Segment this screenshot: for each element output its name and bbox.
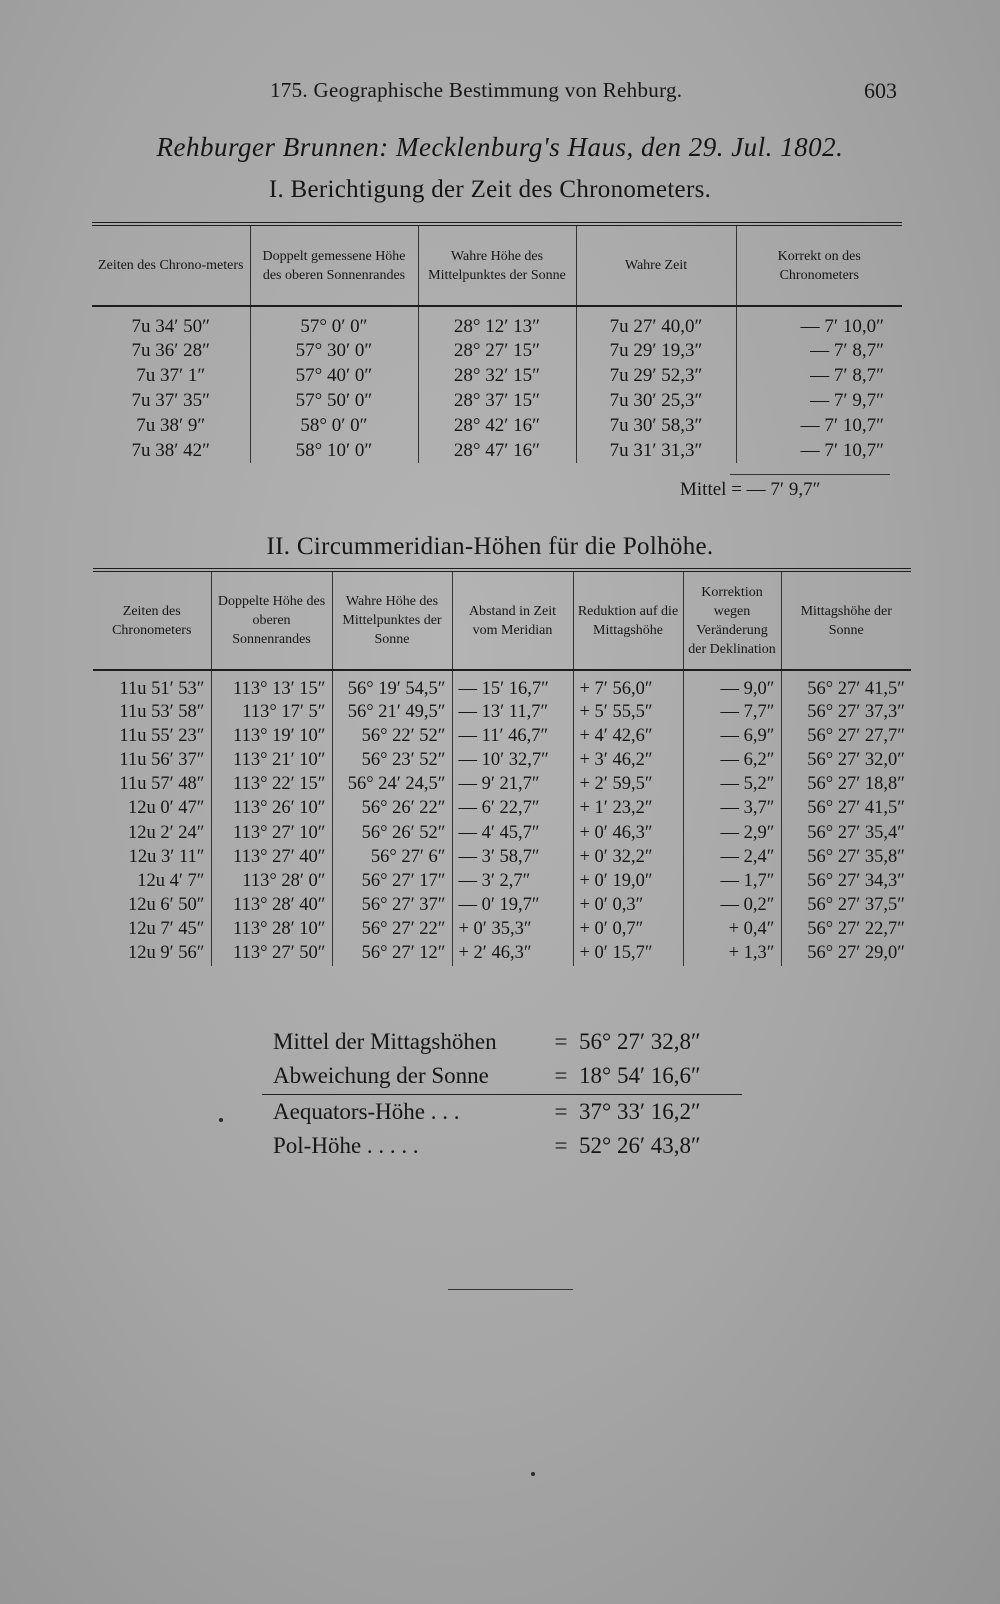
table-cell: + 5′ 55,5″: [573, 700, 683, 724]
table-cell: — 15′ 16,7″: [452, 670, 573, 700]
table-cell: 58° 10′ 0″: [250, 438, 418, 463]
table-cell: — 2,9″: [683, 821, 781, 845]
table-row: [93, 773, 911, 797]
table-row: [92, 388, 902, 413]
result-equals: =: [554, 1029, 568, 1054]
table-cell: 11u 51′ 53″: [119, 679, 205, 699]
table-cell: 56° 27′ 37,5″: [781, 894, 911, 918]
section-1-title: I. Berichtigung der Zeit des Chronometers.: [268, 176, 712, 203]
result-equals: =: [554, 1063, 568, 1088]
table-row: [92, 438, 902, 463]
table-cell: 28° 47′ 16″: [418, 438, 576, 463]
circummeridian-table: [93, 568, 911, 966]
table-cell: + 0′ 46,3″: [573, 821, 683, 845]
result-label: Aequators-Höhe . . .: [273, 1099, 460, 1124]
result-line: [273, 1099, 701, 1125]
table-cell: 58° 0′ 0″: [250, 413, 418, 438]
table-cell: 56° 27′ 27,7″: [781, 724, 911, 748]
table-cell: 57° 40′ 0″: [250, 363, 418, 388]
result-value: 56° 27′ 32,8″: [579, 1029, 701, 1054]
table-cell: 57° 30′ 0″: [250, 338, 418, 363]
table-cell: 11u 53′ 58″: [119, 701, 205, 722]
table-cell: 56° 27′ 32,0″: [781, 748, 911, 772]
table-cell: 7u 31′ 31,3″: [576, 438, 736, 463]
column-header: Reduktion auf die Mittagshöhe: [573, 570, 683, 670]
place-date-line: Rehburger Brunnen: Mecklenburg's Haus, den 29. Jul. 1802.: [156, 132, 844, 162]
table-row: [93, 845, 911, 869]
table-cell: 56° 27′ 37″: [332, 894, 452, 918]
column-header: Wahre Zeit: [576, 224, 736, 306]
table-cell: — 7′ 9,7″: [736, 388, 902, 413]
table-cell: + 0′ 0,7″: [573, 918, 683, 942]
table-cell: 56° 27′ 18,8″: [781, 773, 911, 797]
table-cell: — 11′ 46,7″: [452, 724, 573, 748]
column-header: Korrektion wegen Veränderung der Deklination: [683, 570, 781, 670]
mean-rule: [730, 474, 890, 475]
result-equals: =: [554, 1133, 568, 1158]
table-cell: — 5,2″: [683, 773, 781, 797]
table-cell: 7u 30′ 25,3″: [576, 388, 736, 413]
table-cell: + 0′ 19,0″: [573, 869, 683, 893]
table-cell: 56° 23′ 52″: [332, 748, 452, 772]
table-row: [93, 821, 911, 845]
table-cell: 7u 37′ 1″: [136, 364, 206, 386]
table-cell: 56° 27′ 41,5″: [781, 797, 911, 821]
column-header: Doppelt gemessene Höhe des oberen Sonnenrandes: [250, 224, 418, 306]
table-cell: 28° 42′ 16″: [418, 413, 576, 438]
table-cell: 28° 27′ 15″: [418, 338, 576, 363]
table-cell: — 10′ 32,7″: [452, 748, 573, 772]
table-cell: — 0′ 19,7″: [452, 894, 573, 918]
table-cell: + 2′ 46,3″: [452, 942, 573, 966]
table-cell: — 9,0″: [683, 670, 781, 700]
table-cell: 56° 27′ 29,0″: [781, 942, 911, 966]
table-cell: — 3,7″: [683, 797, 781, 821]
table-row: [92, 413, 902, 438]
page-number: 603: [864, 78, 897, 103]
table-cell: + 0′ 0,3″: [573, 894, 683, 918]
table-cell: 113° 26′ 10″: [211, 797, 332, 821]
section-2-title: II. Circummeridian-Höhen für die Polhöhe.: [266, 533, 714, 560]
table-cell: 113° 19′ 10″: [211, 724, 332, 748]
table-cell: — 6′ 22,7″: [452, 797, 573, 821]
table-cell: — 7′ 10,7″: [736, 413, 902, 438]
table-cell: 56° 27′ 41,5″: [781, 670, 911, 700]
table-header-row: [93, 570, 911, 670]
chronometer-mean: Mittel = — 7′ 9,7″: [680, 479, 821, 500]
column-header: Abstand in Zeit vom Meridian: [452, 570, 573, 670]
table-row: [93, 724, 911, 748]
table-cell: 56° 27′ 35,4″: [781, 821, 911, 845]
result-label: Pol-Höhe . . . . .: [273, 1133, 419, 1158]
table-row: [93, 797, 911, 821]
table-row: [93, 670, 911, 700]
table-cell: 56° 24′ 24,5″: [332, 773, 452, 797]
table-cell: + 0,4″: [683, 918, 781, 942]
table-cell: — 3′ 2,7″: [452, 869, 573, 893]
table-cell: — 6,2″: [683, 748, 781, 772]
table-cell: 7u 34′ 50″: [131, 316, 211, 337]
table-row: [93, 918, 911, 942]
table-cell: 12u 0′ 47″: [127, 798, 205, 819]
table-cell: 11u 56′ 37″: [119, 749, 205, 770]
chronometer-correction-table: [92, 222, 902, 463]
running-head: 175. Geographische Bestimmung von Rehburg.: [270, 78, 683, 102]
table-cell: 56° 27′ 35,8″: [781, 845, 911, 869]
table-cell: 7u 30′ 58,3″: [576, 413, 736, 438]
table-row: [93, 869, 911, 893]
table-cell: 7u 36′ 28″: [131, 339, 211, 361]
table-cell: 56° 27′ 6″: [332, 845, 452, 869]
table-cell: 113° 13′ 15″: [211, 670, 332, 700]
table-cell: — 0,2″: [683, 894, 781, 918]
table-cell: 113° 27′ 50″: [211, 942, 332, 966]
table-cell: 7u 37′ 35″: [131, 389, 211, 411]
result-label: Abweichung der Sonne: [273, 1063, 489, 1088]
column-header: Zeiten des Chronometers: [93, 570, 211, 670]
table-cell: — 7′ 10,0″: [736, 306, 902, 338]
table-cell: + 2′ 59,5″: [573, 773, 683, 797]
result-line: [273, 1063, 701, 1089]
table-cell: — 7,7″: [683, 700, 781, 724]
print-speck: [219, 1118, 223, 1122]
table-cell: — 7′ 8,7″: [736, 338, 902, 363]
table-cell: — 1,7″: [683, 869, 781, 893]
table-cell: 12u 3′ 11″: [128, 846, 205, 867]
table-cell: 11u 55′ 23″: [119, 725, 205, 746]
table-row: [92, 363, 902, 388]
table-cell: 12u 4′ 7″: [137, 870, 205, 891]
table-cell: 12u 6′ 50″: [127, 895, 205, 916]
table-cell: 113° 21′ 10″: [211, 748, 332, 772]
table-cell: 7u 29′ 52,3″: [576, 363, 736, 388]
column-header: Mittagshöhe der Sonne: [781, 570, 911, 670]
table-cell: 113° 17′ 5″: [211, 700, 332, 724]
result-label: Mittel der Mittagshöhen: [273, 1029, 497, 1054]
table-cell: 57° 50′ 0″: [250, 388, 418, 413]
table-cell: — 6,9″: [683, 724, 781, 748]
column-header: Wahre Höhe des Mittelpunktes der Sonne: [332, 570, 452, 670]
table-row: [93, 942, 911, 966]
table-cell: + 4′ 42,6″: [573, 724, 683, 748]
table-cell: 113° 28′ 40″: [211, 894, 332, 918]
table-cell: 28° 12′ 13″: [418, 306, 576, 338]
table-cell: 7u 27′ 40,0″: [576, 306, 736, 338]
print-speck: [531, 1472, 535, 1476]
result-value: 52° 26′ 43,8″: [579, 1133, 701, 1158]
table-cell: + 7′ 56,0″: [573, 670, 683, 700]
table-cell: 12u 7′ 45″: [127, 919, 205, 940]
table-cell: 56° 22′ 52″: [332, 724, 452, 748]
table-cell: + 1,3″: [683, 942, 781, 966]
table-cell: 56° 21′ 49,5″: [332, 700, 452, 724]
table-cell: 28° 37′ 15″: [418, 388, 576, 413]
result-value: 18° 54′ 16,6″: [579, 1063, 701, 1088]
table-cell: 113° 27′ 10″: [211, 821, 332, 845]
table-header-row: [92, 224, 902, 306]
table-cell: + 0′ 15,7″: [573, 942, 683, 966]
table-cell: 113° 27′ 40″: [211, 845, 332, 869]
column-header: Korrekt on des Chronometers: [736, 224, 902, 306]
table-cell: + 0′ 35,3″: [452, 918, 573, 942]
table-cell: + 3′ 46,2″: [573, 748, 683, 772]
table-row: [92, 306, 902, 338]
table-cell: — 7′ 8,7″: [736, 363, 902, 388]
table-cell: 56° 27′ 17″: [332, 869, 452, 893]
table-row: [93, 894, 911, 918]
table-cell: 7u 38′ 9″: [136, 414, 206, 436]
column-header: Wahre Höhe des Mittelpunktes der Sonne: [418, 224, 576, 306]
result-line: [273, 1029, 701, 1055]
table-cell: — 9′ 21,7″: [452, 773, 573, 797]
result-line: [273, 1133, 701, 1159]
table-cell: 12u 2′ 24″: [127, 822, 205, 843]
table-cell: — 2,4″: [683, 845, 781, 869]
table-cell: 12u 9′ 56″: [127, 943, 205, 964]
result-value: 37° 33′ 16,2″: [579, 1099, 701, 1124]
table-cell: 11u 57′ 48″: [119, 774, 205, 795]
table-cell: — 13′ 11,7″: [452, 700, 573, 724]
table-cell: 113° 22′ 15″: [211, 773, 332, 797]
result-equals: =: [554, 1099, 568, 1124]
column-header: Doppelte Höhe des oberen Sonnenrandes: [211, 570, 332, 670]
table-cell: 56° 27′ 22″: [332, 918, 452, 942]
result-rule: [262, 1094, 742, 1095]
table-cell: 28° 32′ 15″: [418, 363, 576, 388]
table-cell: + 1′ 23,2″: [573, 797, 683, 821]
table-cell: + 0′ 32,2″: [573, 845, 683, 869]
table-cell: — 3′ 58,7″: [452, 845, 573, 869]
table-cell: 113° 28′ 10″: [211, 918, 332, 942]
table-cell: — 4′ 45,7″: [452, 821, 573, 845]
table-row: [93, 748, 911, 772]
table-cell: 56° 26′ 52″: [332, 821, 452, 845]
table-cell: 7u 38′ 42″: [131, 439, 211, 461]
table-cell: 56° 19′ 54,5″: [332, 670, 452, 700]
table-cell: 56° 27′ 34,3″: [781, 869, 911, 893]
table-cell: 113° 28′ 0″: [211, 869, 332, 893]
table-cell: — 7′ 10,7″: [736, 438, 902, 463]
table-cell: 57° 0′ 0″: [250, 306, 418, 338]
table-row: [92, 338, 902, 363]
table-row: [93, 700, 911, 724]
table-cell: 56° 27′ 22,7″: [781, 918, 911, 942]
closing-rule: [448, 1289, 573, 1290]
column-header: Zeiten des Chrono-meters: [92, 224, 250, 306]
table-cell: 56° 26′ 22″: [332, 797, 452, 821]
table-cell: 56° 27′ 37,3″: [781, 700, 911, 724]
table-cell: 7u 29′ 19,3″: [576, 338, 736, 363]
table-cell: 56° 27′ 12″: [332, 942, 452, 966]
